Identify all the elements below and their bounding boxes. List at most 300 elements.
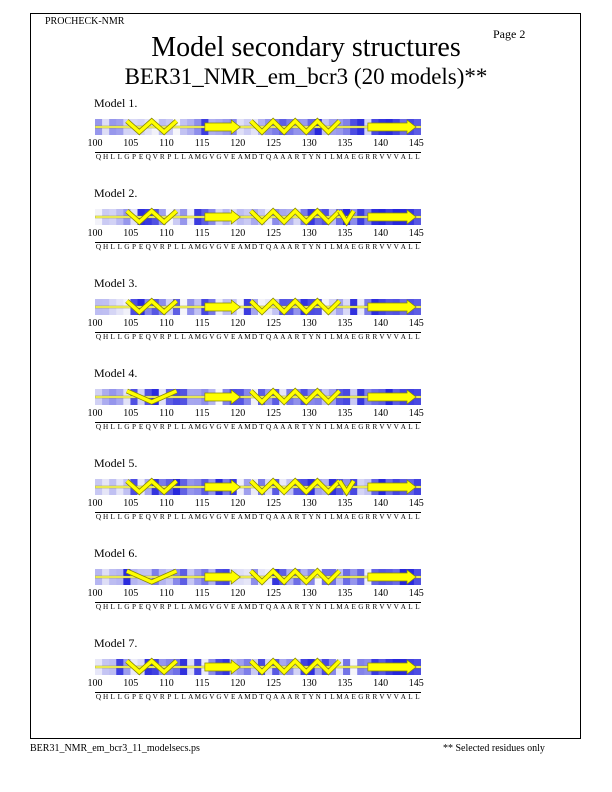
residue-letter: M: [194, 603, 201, 611]
residue-letter: A: [343, 603, 350, 611]
residue-letter: L: [110, 243, 115, 251]
residue-letter: Q: [145, 243, 151, 251]
tick-label: 130: [301, 678, 317, 689]
residue-letter: R: [372, 153, 378, 161]
residue-letter: E: [351, 423, 356, 431]
tick-label: 115: [194, 318, 210, 329]
tick-label: 130: [301, 408, 317, 419]
model-label: Model 6.: [94, 546, 138, 560]
residue-letter: V: [393, 243, 399, 251]
residue-letter: L: [181, 153, 186, 161]
residue-letter: I: [324, 243, 327, 251]
program-name: PROCHECK-NMR: [45, 16, 125, 27]
residue-letter: A: [273, 333, 279, 341]
tick-label: 120: [230, 588, 246, 599]
residue-letter: V: [209, 243, 215, 251]
residue-letter: L: [117, 423, 122, 431]
residue-letter: V: [386, 153, 392, 161]
model-block: [0, 276, 612, 358]
residue-letter: G: [358, 423, 364, 431]
residue-letter: L: [117, 693, 122, 701]
residue-letter: L: [117, 243, 122, 251]
residue-letter: V: [209, 423, 215, 431]
residue-letter: G: [202, 423, 208, 431]
residue-letter: Q: [95, 513, 102, 521]
residue-letter: E: [230, 153, 236, 161]
residue-letter: E: [351, 693, 356, 701]
residue-letter: A: [287, 333, 293, 341]
tick-label: 140: [373, 588, 389, 599]
residue-letter: E: [138, 243, 144, 251]
residue-letter: R: [159, 513, 165, 521]
residue-letter: G: [124, 603, 130, 611]
residue-letter: L: [330, 243, 335, 251]
residue-letter: P: [132, 603, 136, 611]
residue-letter: A: [237, 603, 243, 611]
residue-letter: R: [159, 693, 165, 701]
residue-letter: R: [372, 603, 378, 611]
residue-letter: L: [415, 693, 420, 701]
residue-letter: V: [152, 513, 158, 521]
residue-letter: T: [301, 243, 307, 251]
tick-label: 100: [87, 138, 103, 149]
residue-letter: V: [223, 693, 229, 701]
residue-letter: G: [124, 513, 130, 521]
tick-label: 140: [373, 318, 389, 329]
secondary-structure-track: [95, 117, 421, 137]
residue-letter: A: [343, 423, 350, 431]
residue-letter: A: [343, 153, 350, 161]
residue-letter: R: [294, 693, 300, 701]
model-block: [0, 186, 612, 268]
residue-letter: I: [324, 513, 327, 521]
residue-letter: R: [294, 423, 300, 431]
tick-label: 135: [337, 228, 353, 239]
residue-letter: Q: [145, 513, 151, 521]
residue-letter: V: [379, 423, 385, 431]
residue-letter: M: [336, 513, 343, 521]
residue-letter: A: [343, 333, 350, 341]
residue-letter: M: [244, 153, 251, 161]
residue-letter: E: [138, 603, 144, 611]
residue-letter: V: [386, 243, 392, 251]
residue-letter: A: [273, 693, 279, 701]
residue-letter: L: [415, 423, 420, 431]
residue-letter: V: [393, 603, 399, 611]
tick-label: 140: [373, 498, 389, 509]
residue-letter: H: [102, 153, 109, 161]
residue-letter: V: [223, 333, 229, 341]
model-block: [0, 456, 612, 538]
tick-label: 105: [123, 138, 139, 149]
residue-letter: T: [301, 513, 307, 521]
tick-label: 100: [87, 588, 103, 599]
residue-letter: M: [336, 603, 343, 611]
residue-letter: Y: [308, 423, 314, 431]
residue-letter: G: [216, 603, 222, 611]
tick-label: 125: [266, 498, 281, 509]
residue-letter: L: [117, 333, 122, 341]
secondary-structure-track: [95, 657, 421, 677]
residue-letter: R: [365, 513, 371, 521]
residue-letter: M: [194, 153, 201, 161]
residue-letter: G: [358, 693, 364, 701]
residue-letter: V: [379, 333, 385, 341]
residue-letter: L: [330, 153, 335, 161]
residue-letter: L: [415, 153, 420, 161]
residue-letter: A: [188, 513, 194, 521]
tick-label: 100: [87, 498, 103, 509]
residue-letter: A: [237, 153, 243, 161]
residue-letter: L: [408, 153, 413, 161]
residue-letter: E: [230, 243, 236, 251]
residue-letter: A: [237, 333, 243, 341]
residue-letter: L: [110, 513, 115, 521]
residue-letter: M: [244, 333, 251, 341]
residue-letter: A: [188, 693, 194, 701]
residue-letter: L: [181, 423, 186, 431]
residue-letter: Q: [145, 153, 151, 161]
tick-label: 105: [123, 408, 139, 419]
residue-letter: V: [223, 243, 229, 251]
residue-letter: L: [117, 603, 122, 611]
residue-letter: M: [194, 513, 201, 521]
residue-letter: L: [330, 693, 335, 701]
residue-letter: P: [167, 513, 172, 521]
residue-letter: Q: [95, 243, 102, 251]
residue-letter: L: [110, 153, 115, 161]
page-subtitle: BER31_NMR_em_bcr3 (20 models)**: [124, 64, 488, 89]
residue-letter: A: [237, 693, 243, 701]
residue-letter: V: [209, 513, 215, 521]
residue-letter: L: [415, 603, 420, 611]
residue-letter: E: [230, 603, 236, 611]
tick-label: 140: [373, 408, 389, 419]
residue-letter: L: [174, 693, 179, 701]
tick-label: 115: [194, 408, 210, 419]
residue-letter: E: [230, 333, 236, 341]
tick-label: 145: [408, 678, 424, 689]
tick-label: 105: [123, 588, 139, 599]
residue-letter: P: [132, 693, 136, 701]
residue-letter: E: [138, 513, 144, 521]
tick-label: 125: [266, 678, 281, 689]
residue-letter: V: [386, 423, 392, 431]
residue-letter: Q: [265, 333, 272, 341]
residue-letter: L: [181, 243, 186, 251]
residue-letter: T: [259, 693, 264, 701]
residue-letter: A: [273, 153, 279, 161]
residue-letter: A: [400, 423, 406, 431]
residue-letter: E: [138, 423, 144, 431]
tick-label: 120: [230, 498, 246, 509]
residue-letter: L: [415, 513, 420, 521]
residue-letter: A: [237, 243, 243, 251]
residue-letter: I: [324, 693, 327, 701]
residue-letter: T: [301, 423, 307, 431]
residue-letter: L: [408, 693, 413, 701]
residue-letter: L: [415, 333, 420, 341]
residue-letter: T: [259, 513, 264, 521]
model-block: [0, 366, 612, 448]
model-label: Model 3.: [94, 276, 138, 290]
residue-letter: N: [315, 513, 321, 521]
residue-letter: G: [216, 243, 222, 251]
tick-label: 135: [337, 408, 353, 419]
residue-letter: H: [102, 693, 109, 701]
residue-letter: R: [294, 333, 300, 341]
residue-letter: A: [343, 243, 350, 251]
residue-letter: A: [273, 243, 279, 251]
residue-letter: I: [324, 153, 327, 161]
residue-letter: G: [216, 333, 222, 341]
residue-letter: V: [379, 693, 385, 701]
residue-letter: G: [124, 423, 130, 431]
tick-label: 125: [266, 138, 281, 149]
tick-label: 110: [159, 678, 174, 689]
residue-letter: N: [315, 693, 321, 701]
residue-letter: R: [159, 423, 165, 431]
residue-letter: N: [315, 423, 321, 431]
residue-letter: P: [167, 693, 172, 701]
model-block: [0, 636, 612, 718]
residue-letter: Q: [265, 693, 272, 701]
residue-letter: M: [194, 243, 201, 251]
residue-letter: P: [167, 333, 172, 341]
residue-letter: L: [110, 333, 115, 341]
residue-letter: M: [244, 423, 251, 431]
residue-letter: G: [124, 693, 130, 701]
tick-label: 120: [230, 678, 246, 689]
tick-label: 115: [194, 498, 210, 509]
tick-label: 100: [87, 678, 103, 689]
residue-letter: P: [132, 423, 136, 431]
tick-label: 120: [230, 138, 246, 149]
residue-letter: P: [167, 603, 172, 611]
residue-letter: T: [259, 243, 264, 251]
tick-label: 135: [337, 138, 353, 149]
residue-axis: [0, 678, 612, 690]
residue-letter: M: [244, 693, 251, 701]
residue-letter: N: [315, 153, 321, 161]
residue-letter: Q: [145, 333, 151, 341]
residue-letter: V: [386, 513, 392, 521]
residue-letter: V: [209, 693, 215, 701]
residue-letter: H: [102, 513, 109, 521]
tick-label: 125: [266, 228, 281, 239]
tick-label: 105: [123, 228, 139, 239]
tick-label: 135: [337, 498, 353, 509]
residue-letter: A: [287, 603, 293, 611]
secondary-structure-track: [95, 477, 421, 497]
residue-letter: L: [408, 513, 413, 521]
residue-letter: M: [336, 693, 343, 701]
residue-letter: M: [194, 693, 201, 701]
residue-letter: R: [294, 513, 300, 521]
tick-label: 130: [301, 228, 317, 239]
tick-label: 130: [301, 318, 317, 329]
secondary-structure-track: [95, 297, 421, 317]
footer-filename: BER31_NMR_em_bcr3_11_modelsecs.ps: [30, 743, 200, 754]
residue-letter: V: [152, 423, 158, 431]
residue-letter: V: [393, 153, 399, 161]
residue-letter: E: [230, 423, 236, 431]
residue-letter: A: [287, 153, 293, 161]
residue-letter: D: [251, 243, 258, 251]
residue-letter: A: [273, 603, 279, 611]
tick-label: 105: [123, 678, 139, 689]
residue-letter: T: [259, 333, 264, 341]
tick-label: 100: [87, 228, 103, 239]
residue-letter: A: [400, 153, 406, 161]
residue-axis: [0, 588, 612, 600]
residue-letter: Q: [95, 153, 102, 161]
residue-letter: A: [287, 423, 293, 431]
tick-label: 145: [408, 318, 424, 329]
tick-label: 125: [266, 408, 281, 419]
residue-letter: A: [280, 693, 286, 701]
residue-letter: R: [159, 333, 165, 341]
residue-letter: M: [244, 513, 251, 521]
residue-letter: A: [400, 513, 406, 521]
residue-letter: N: [315, 243, 321, 251]
residue-letter: Q: [265, 513, 272, 521]
residue-letter: G: [216, 153, 222, 161]
page-number: Page 2: [493, 27, 526, 41]
residue-letter: G: [216, 513, 222, 521]
model-label: Model 5.: [94, 456, 138, 470]
tick-label: 135: [337, 588, 353, 599]
residue-letter: V: [209, 603, 215, 611]
residue-letter: A: [237, 423, 243, 431]
residue-letter: A: [343, 513, 350, 521]
residue-letter: M: [244, 603, 251, 611]
residue-letter: A: [188, 603, 194, 611]
tick-label: 135: [337, 318, 353, 329]
residue-letter: R: [294, 603, 300, 611]
residue-letter: V: [393, 333, 399, 341]
residue-letter: L: [117, 513, 122, 521]
residue-letter: V: [393, 513, 399, 521]
residue-letter: A: [280, 603, 286, 611]
residue-letter: T: [301, 603, 307, 611]
residue-letter: P: [132, 333, 136, 341]
residue-letter: A: [188, 243, 194, 251]
residue-letter: Q: [265, 603, 272, 611]
residue-letter: D: [251, 333, 258, 341]
residue-letter: E: [351, 603, 356, 611]
residue-letter: L: [181, 693, 186, 701]
residue-letter: D: [251, 513, 258, 521]
residue-letter: R: [365, 153, 371, 161]
tick-label: 135: [337, 678, 353, 689]
residue-letter: P: [132, 513, 136, 521]
residue-letter: Y: [308, 513, 314, 521]
residue-letter: A: [400, 693, 406, 701]
residue-letter: L: [415, 243, 420, 251]
residue-letter: M: [194, 333, 201, 341]
residue-letter: Y: [308, 243, 314, 251]
residue-letter: L: [408, 243, 413, 251]
residue-letter: E: [138, 153, 144, 161]
residue-letter: G: [358, 243, 364, 251]
tick-label: 110: [159, 498, 174, 509]
residue-letter: R: [365, 423, 371, 431]
residue-letter: E: [138, 333, 144, 341]
residue-axis: [0, 318, 612, 330]
residue-axis: [0, 408, 612, 420]
residue-letter: I: [324, 603, 327, 611]
residue-letter: Q: [265, 243, 272, 251]
residue-letter: A: [280, 333, 286, 341]
residue-letter: V: [393, 423, 399, 431]
residue-letter: L: [110, 603, 115, 611]
tick-label: 100: [87, 318, 103, 329]
residue-letter: P: [167, 243, 172, 251]
residue-letter: L: [181, 513, 186, 521]
residue-letter: L: [330, 423, 335, 431]
model-label: Model 2.: [94, 186, 138, 200]
footer-note: ** Selected residues only: [443, 743, 545, 754]
residue-letter: H: [102, 603, 109, 611]
residue-letter: E: [230, 693, 236, 701]
model-label: Model 7.: [94, 636, 138, 650]
residue-letter: M: [336, 153, 343, 161]
residue-letter: G: [124, 243, 130, 251]
residue-letter: L: [408, 333, 413, 341]
residue-letter: Q: [145, 693, 151, 701]
secondary-structure-track: [95, 567, 421, 587]
residue-letter: V: [152, 693, 158, 701]
residue-letter: E: [138, 693, 144, 701]
residue-letter: T: [301, 153, 307, 161]
residue-letter: E: [230, 513, 236, 521]
residue-letter: G: [202, 513, 208, 521]
residue-letter: Y: [308, 153, 314, 161]
residue-letter: N: [315, 603, 321, 611]
residue-letter: A: [273, 423, 279, 431]
residue-letter: L: [110, 423, 115, 431]
residue-letter: L: [117, 153, 122, 161]
residue-letter: V: [386, 693, 392, 701]
tick-label: 100: [87, 408, 103, 419]
tick-label: 110: [159, 138, 174, 149]
residue-letter: T: [259, 153, 264, 161]
residue-letter: L: [330, 603, 335, 611]
residue-letter: A: [400, 603, 406, 611]
residue-letter: R: [294, 153, 300, 161]
residue-letter: Y: [308, 333, 314, 341]
residue-letter: P: [132, 243, 136, 251]
residue-letter: A: [287, 693, 293, 701]
residue-letter: Q: [145, 423, 151, 431]
residue-letter: R: [159, 243, 165, 251]
tick-label: 105: [123, 318, 139, 329]
residue-letter: E: [351, 153, 356, 161]
residue-letter: A: [343, 693, 350, 701]
residue-letter: A: [280, 243, 286, 251]
residue-letter: R: [159, 153, 165, 161]
residue-letter: G: [216, 693, 222, 701]
residue-letter: R: [365, 333, 371, 341]
residue-letter: R: [159, 603, 165, 611]
residue-letter: G: [358, 333, 364, 341]
residue-letter: G: [202, 603, 208, 611]
tick-label: 120: [230, 228, 246, 239]
residue-letter: M: [336, 243, 343, 251]
residue-letter: L: [174, 153, 179, 161]
residue-letter: M: [194, 423, 201, 431]
